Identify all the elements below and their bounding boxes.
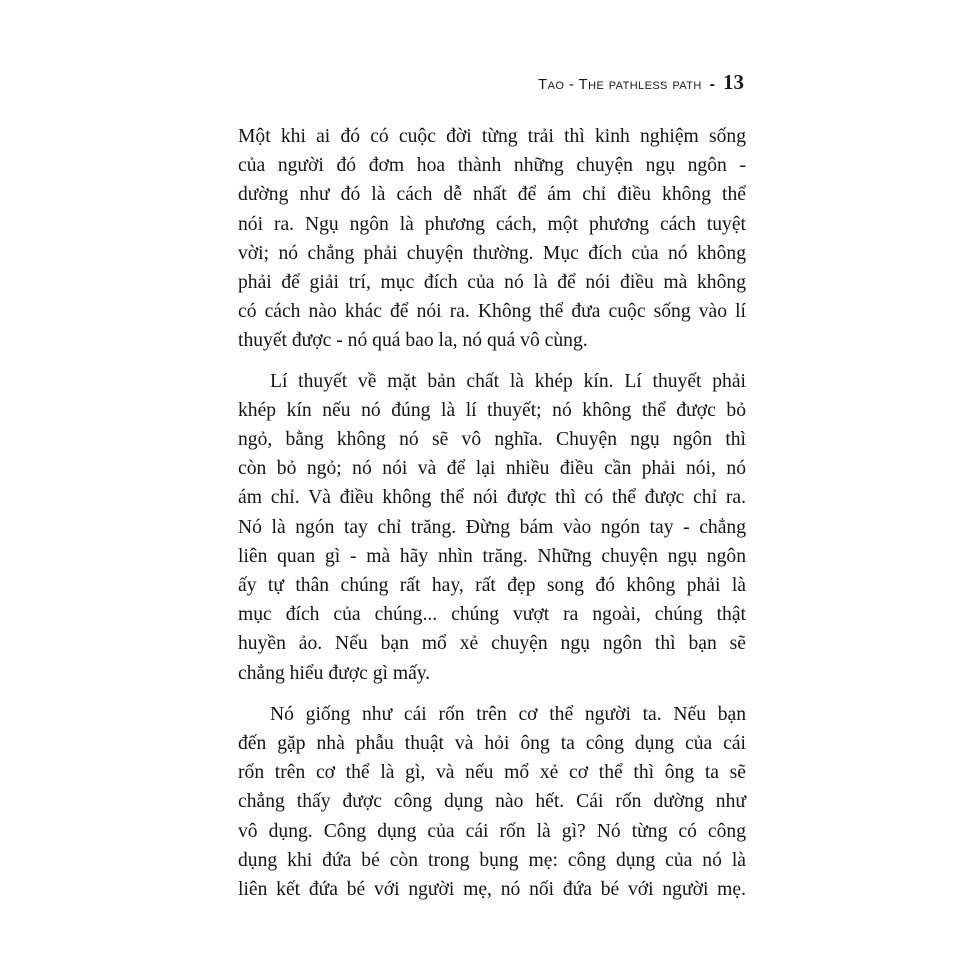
text-line: vô dụng. Công dụng của cái rốn là gì? Nó từng có công [238, 820, 746, 842]
text-line: chẳng thấy được công dụng nào hết. Cái rốn dường như [238, 791, 746, 813]
text-line: còn bỏ ngỏ; nó nói và để lại nhiều điều cần phải nói, nó [238, 458, 746, 480]
book-title: Tao - The pathless path [538, 76, 702, 93]
text-line: chẳng hiểu được gì mấy. [238, 662, 431, 684]
text-line: rốn trên cơ thể là gì, và nếu mổ xẻ cơ thể thì ông ta sẽ [238, 762, 746, 784]
text-line: khép kín nếu nó đúng là lí thuyết; nó không thể được bỏ [238, 399, 746, 421]
text-line: dường như đó là cách dễ nhất để ám chỉ điều không thể [238, 184, 746, 206]
text-line: ngỏ, bằng không nó sẽ vô nghĩa. Chuyện ngụ ngôn thì [238, 429, 746, 451]
text-line: dụng khi đứa bé còn trong bụng mẹ: công dụng của nó là [238, 849, 746, 871]
text-line: Nó là ngón tay chỉ trăng. Đừng bám vào ngón tay - chẳng [238, 516, 746, 538]
text-line: Nó giống như cái rốn trên cơ thể người ta. Nếu bạn [270, 703, 746, 725]
paragraph-3 [238, 700, 746, 904]
text-line: liên kết đứa bé với người mẹ, nó nối đứa bé với người mẹ. [238, 879, 746, 901]
text-line: của người đó đơm hoa thành những chuyện ngụ ngôn - [238, 155, 746, 177]
text-line: thuyết được - nó quá bao la, nó quá vô cùng. [238, 330, 588, 352]
text-line: phải để giải trí, mục đích của nó là để nói điều mà không [238, 272, 746, 294]
text-line: có cách nào khác để nói ra. Không thể đưa cuộc sống vào lí [238, 301, 746, 323]
paragraph-2 [238, 367, 746, 688]
paragraph-1 [238, 122, 746, 356]
text-line: vời; nó chẳng phải chuyện thường. Mục đích của nó không [238, 242, 746, 264]
page-number: 13 [723, 70, 744, 94]
text-line: liên quan gì - mà hãy nhìn trăng. Những chuyện ngụ ngôn [238, 545, 746, 567]
text-line: ám chỉ. Và điều không thể nói được thì có thể được chỉ ra. [238, 487, 746, 509]
text-line: đến gặp nhà phẫu thuật và hỏi ông ta công dụng của cái [238, 733, 746, 755]
text-line: nói ra. Ngụ ngôn là phương cách, một phương cách tuyệt [238, 213, 746, 235]
text-line: huyền ảo. Nếu bạn mổ xẻ chuyện ngụ ngôn thì bạn sẽ [238, 633, 746, 655]
text-line: ấy tự thân chúng rất hay, rất đẹp song đó không phải là [238, 575, 746, 597]
text-line: mục đích của chúng... chúng vượt ra ngoài, chúng thật [238, 604, 746, 626]
running-header [538, 70, 744, 95]
text-line: Một khi ai đó có cuộc đời từng trải thì kinh nghiệm sống [238, 126, 746, 147]
text-line: Lí thuyết về mặt bản chất là khép kín. Lí thuyết phải [270, 370, 746, 392]
header-separator: - [709, 76, 715, 93]
body-text [238, 122, 746, 904]
